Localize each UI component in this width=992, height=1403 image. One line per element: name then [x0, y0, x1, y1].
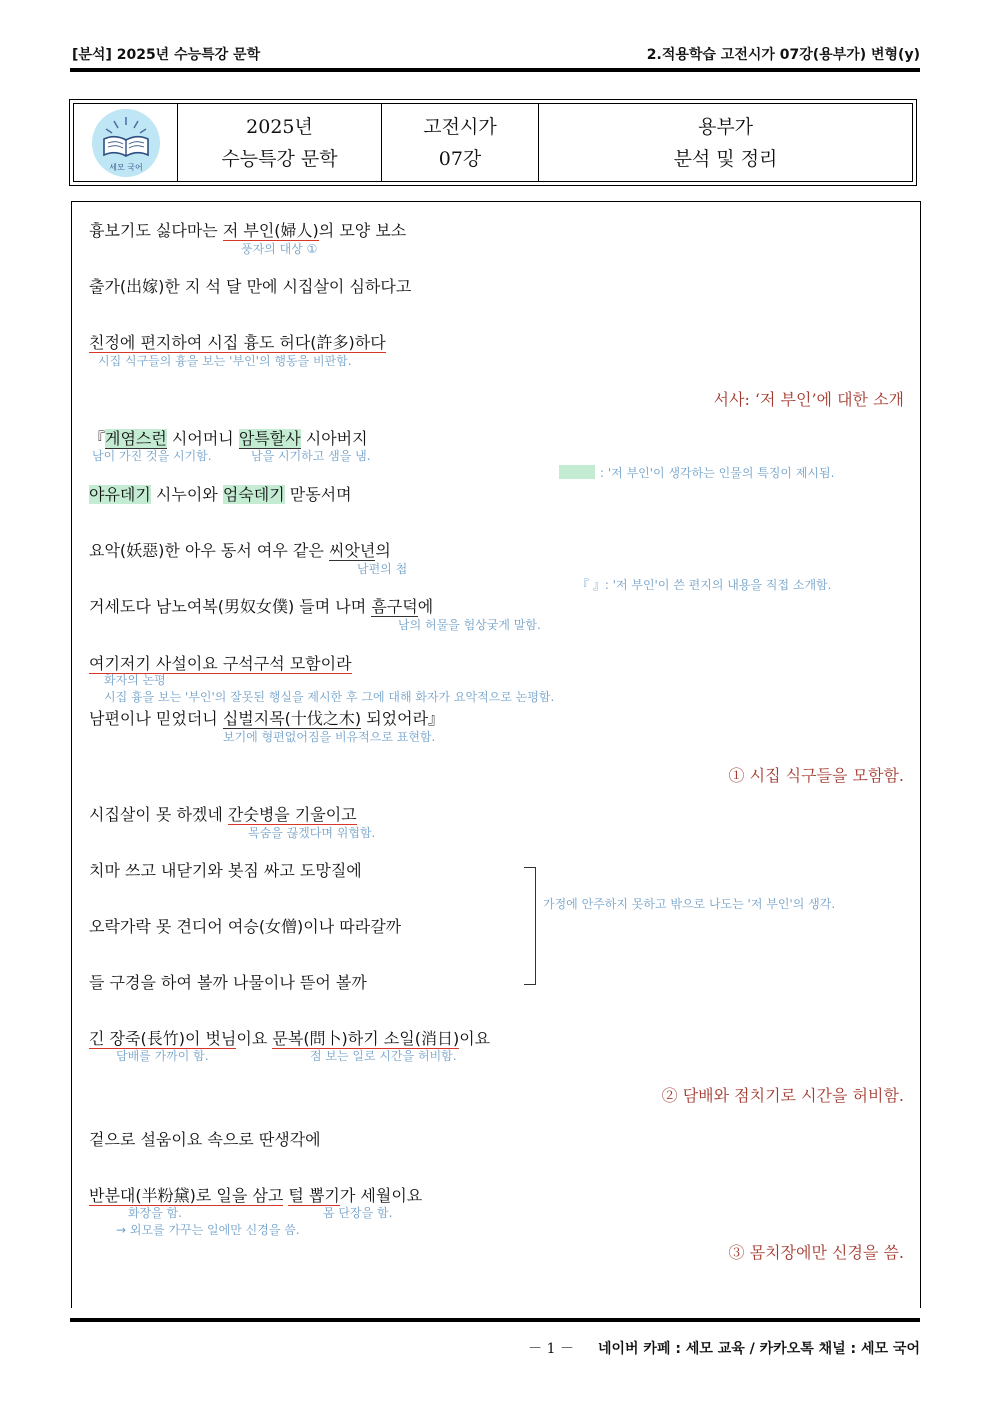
legend-green-text: : '저 부인'이 생각하는 인물의 특징이 제시됨. — [600, 466, 835, 480]
grouping-bracket — [524, 867, 536, 985]
poem-line-14: 긴 장죽(長竹)이 벗님이요 문복(問卜)하기 소일(消日)이요 — [89, 1029, 491, 1048]
footer — [528, 1338, 920, 1358]
logo-cell — [74, 104, 178, 181]
poem-line-13: 들 구경을 하여 볼까 나물이나 뜯어 볼까 — [89, 973, 367, 992]
header-divider — [70, 68, 920, 72]
annotation: → 외모를 가꾸는 일에만 신경을 씀. — [116, 1223, 300, 1237]
poem-line-12: 오락가락 못 견디어 여승(女僧)이나 따라갈까 — [89, 917, 402, 936]
poem-line-9: 남편이나 믿었더니 십벌지목(十伐之木) 되었어라』 — [89, 709, 445, 728]
annotation: 시집 식구들의 흉을 보는 '부인'의 행동을 비판함. — [98, 354, 352, 368]
annotation: 남을 시기하고 샘을 냄. — [251, 449, 371, 463]
underlined-word: 십벌지목(十伐之木) — [222, 709, 362, 728]
poem-line-16: 반분대(半粉黛)로 일을 삼고 털 뽑기가 세월이요 — [89, 1186, 423, 1205]
svg-text:세모 국어: 세모 국어 — [108, 162, 143, 172]
header-lesson-title: 2.적용학습 고전시가 07강(용부가) 변형(y) — [646, 47, 920, 63]
section-summary-3: ② 담배와 점치기로 시간을 허비함. — [661, 1086, 904, 1105]
highlighted-word: 게염스런 — [105, 429, 167, 448]
underlined-phrase: 간숫병을 기울이고 — [227, 805, 357, 824]
title-lesson: 07강 — [438, 147, 482, 170]
book-logo-icon — [90, 107, 162, 179]
poem-line-15: 겉으로 설움이요 속으로 딴생각에 — [89, 1130, 321, 1149]
annotation: 담배를 가까이 함. — [116, 1049, 209, 1063]
underlined-phrase: 친정에 편지하여 시집 흉도 허다(許多)하다 — [89, 333, 386, 352]
highlighted-word: 야유데기 — [89, 485, 151, 504]
title-box — [69, 99, 917, 186]
annotation: 점 보는 일로 시간을 허비함. — [310, 1049, 457, 1063]
poem-line-10: 시집살이 못 하겠네 간숫병을 기울이고 — [89, 805, 357, 824]
poem-line-6: 요악(妖惡)한 아우 동서 여우 같은 씨앗년의 — [89, 541, 391, 560]
underlined-phrase: 저 부인(婦人) — [222, 221, 319, 240]
underlined-phrase: 여기저기 사설이요 구석구석 모함이라 — [89, 654, 352, 673]
footer-divider — [70, 1318, 920, 1322]
underlined-phrase: 문복(問卜)하기 소일(消日) — [272, 1029, 460, 1048]
highlighted-word: 암특할사 — [238, 429, 301, 448]
annotation: 남이 가진 것을 시기함. — [92, 449, 212, 463]
legend-bracket-text: 『 』: '저 부인'이 쓴 편지의 내용을 직접 소개함. — [577, 578, 832, 592]
section-summary-4: ③ 몸치장에만 신경을 씀. — [728, 1243, 904, 1262]
underlined-phrase: 털 뽑기 — [288, 1186, 340, 1205]
legend-green-swatch — [559, 465, 595, 479]
annotation: 남의 허물을 험상궂게 말함. — [398, 618, 541, 632]
section-summary-1: 서사: ‘저 부인’에 대한 소개 — [713, 390, 904, 409]
page-number: － 1 － — [528, 1341, 574, 1357]
title-year: 2025년 — [246, 115, 313, 138]
underlined-word: 씨앗년 — [328, 541, 376, 560]
underlined-phrase: 긴 장죽(長竹)이 벗님 — [89, 1029, 237, 1048]
annotation: 몸 단장을 함. — [323, 1206, 393, 1220]
poem-line-2: 출가(出嫁)한 지 석 달 만에 시집살이 심하다고 — [89, 277, 412, 296]
poem-line-11: 치마 쓰고 내닫기와 봇짐 싸고 도망질에 — [89, 861, 362, 880]
year-book-cell — [178, 104, 382, 181]
highlighted-word: 엄숙데기 — [222, 485, 285, 504]
annotation: 가정에 안주하지 못하고 밖으로 나도는 '저 부인'의 생각. — [543, 897, 836, 911]
annotation: 남편의 첩 — [357, 562, 408, 576]
section-summary-2: ① 시집 식구들을 모함함. — [728, 766, 904, 785]
annotation: 목숨을 끊겠다며 위협함. — [248, 826, 376, 840]
poem-line-5: 야유데기 시누이와 엄숙데기 맏동서며 — [89, 485, 352, 504]
poem-line-3 — [89, 330, 386, 353]
annotation: 화자의 논평 — [104, 673, 166, 687]
title-book: 수능특강 문학 — [221, 147, 338, 170]
annotation: 시집 흉을 보는 '부인'의 잘못된 행실을 제시한 후 그에 대해 화자가 요악적으로 논평함. — [104, 690, 555, 704]
title-category: 고전시가 — [423, 115, 497, 138]
poem-line-4: 『게염스런 시어머니 암특할사 시아버지 — [89, 429, 368, 448]
title-work: 용부가 — [697, 115, 754, 138]
category-cell — [382, 104, 539, 181]
header-doc-title: [분석] 2025년 수능특강 문학 — [72, 47, 261, 63]
annotation: 화장을 함. — [128, 1206, 182, 1220]
annotation: 보기에 형편없어짐을 비유적으로 표현함. — [223, 730, 436, 744]
annotation: 풍자의 대상 ① — [241, 242, 318, 256]
title-subtitle: 분석 및 정리 — [673, 147, 778, 170]
poem-line-7: 거세도다 남노여복(男奴女僕) 들며 나며 흠구덕에 — [89, 597, 434, 616]
poem-line-1: 흉보기도 싫다마는 저 부인(婦人)의 모양 보소 — [89, 221, 407, 240]
footer-credit: 네이버 카페 : 세모 교육 / 카카오톡 채널 : 세모 국어 — [597, 1341, 920, 1357]
underlined-word: 흠구덕 — [371, 597, 418, 616]
work-cell — [539, 104, 912, 181]
underlined-phrase: 반분대(半粉黛)로 일을 삼고 — [89, 1186, 284, 1205]
